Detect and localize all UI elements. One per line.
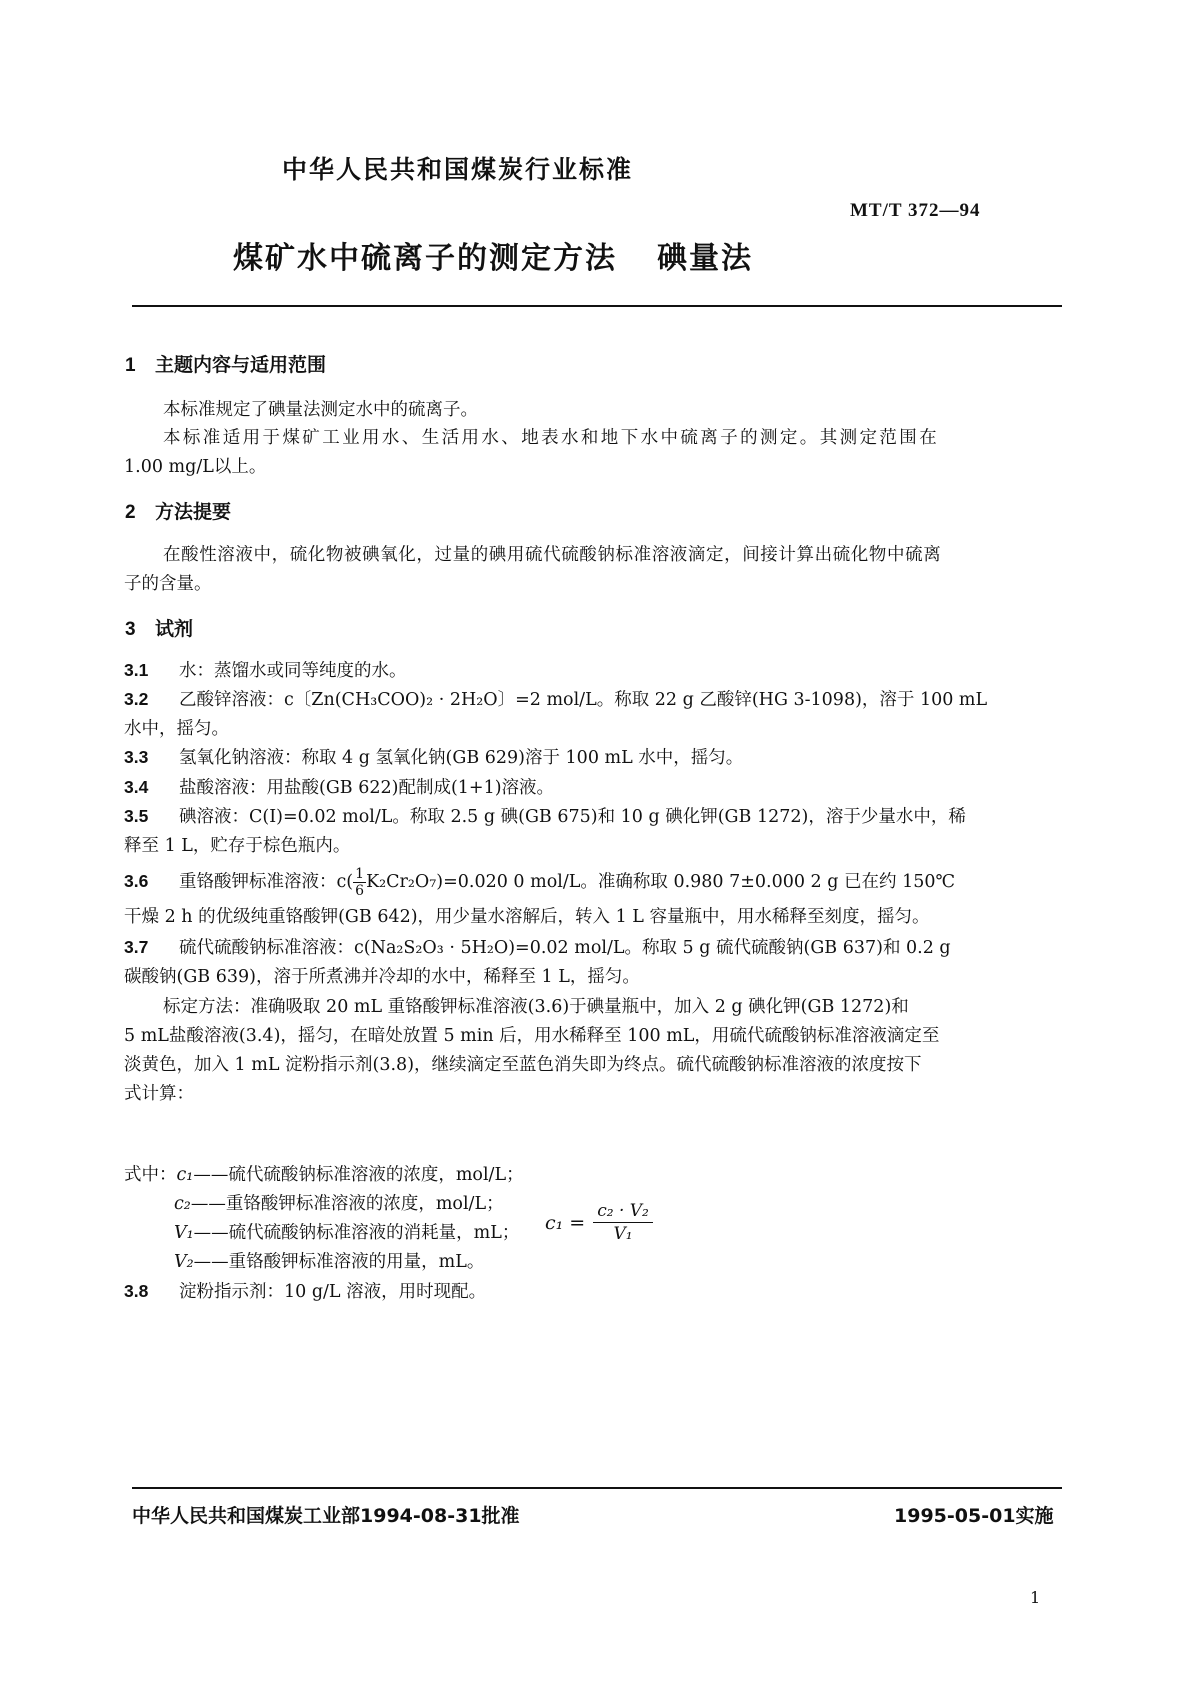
definition: ——重铬酸钾标准溶液的用量，mL。 bbox=[193, 1252, 485, 1272]
formula-fraction bbox=[593, 1200, 653, 1245]
fraction-numerator: 1 bbox=[355, 866, 365, 882]
symbol: V₁ bbox=[174, 1223, 194, 1243]
item-3-6-line-1 bbox=[124, 866, 955, 899]
where-line-3 bbox=[174, 1219, 519, 1244]
document-title bbox=[233, 233, 753, 277]
calibration-line-2: 5 mL盐酸溶液(3.4)，摇匀，在暗处放置 5 min 后，用水稀释至 100 mL，用硫代硫酸钠标准溶液滴定至 bbox=[124, 1026, 940, 1046]
item-3-4 bbox=[124, 774, 554, 799]
item-3-7-line-1 bbox=[124, 934, 951, 959]
fraction-denominator: 6 bbox=[355, 883, 365, 899]
item-3-8 bbox=[124, 1278, 486, 1303]
definition: ——重铬酸钾标准溶液的浓度，mol/L； bbox=[190, 1194, 504, 1214]
effective-date: 1995-05-01实施 bbox=[894, 1505, 1054, 1527]
item-3-5-line-1 bbox=[124, 803, 966, 828]
header-divider bbox=[132, 305, 1062, 307]
where-line-2 bbox=[174, 1190, 504, 1215]
section-2-paragraph-line-1: 在酸性溶液中，硫化物被碘氧化，过量的碘用硫代硫酸钠标准溶液滴定，间接计算出硫化物中硫离 bbox=[163, 545, 942, 565]
standard-header: 中华人民共和国煤炭行业标准 bbox=[282, 155, 634, 184]
section-title: 试剂 bbox=[155, 618, 194, 640]
item-3-6-line-2: 干燥 2 h 的优级纯重铬酸钾(GB 642)，用少量水溶解后，转入 1 L 容量瓶中，用水稀释至刻度，摇匀。 bbox=[124, 907, 930, 927]
item-number: 3.2 bbox=[124, 689, 149, 709]
definition: ——硫代硫酸钠标准溶液的浓度，mol/L； bbox=[193, 1165, 524, 1185]
item-number: 3.7 bbox=[124, 937, 149, 957]
item-3-7-line-2: 碳酸钠(GB 639)，溶于所煮沸并冷却的水中，稀释至 1 L，摇匀。 bbox=[124, 967, 640, 987]
footer-divider bbox=[132, 1487, 1062, 1489]
approval-note: 中华人民共和国煤炭工业部1994-08-31批准 bbox=[132, 1505, 520, 1527]
item-number: 3.4 bbox=[124, 777, 149, 797]
page-number: 1 bbox=[1030, 1588, 1041, 1607]
section-1-paragraph-2-line-1: 本标准适用于煤矿工业用水、生活用水、地表水和地下水中硫离子的测定。其测定范围在 bbox=[163, 428, 940, 448]
item-text: 盐酸溶液：用盐酸(GB 622)配制成(1+1)溶液。 bbox=[179, 778, 555, 798]
symbol: c₁ bbox=[176, 1165, 194, 1185]
document-title-method: 碘量法 bbox=[657, 241, 753, 276]
section-1-paragraph-1: 本标准规定了碘量法测定水中的硫离子。 bbox=[163, 400, 478, 420]
item-3-2-line-1 bbox=[124, 686, 987, 711]
section-title: 方法提要 bbox=[155, 501, 232, 523]
calibration-line-4: 式计算： bbox=[124, 1084, 194, 1104]
calibration-line-1: 标定方法：准确吸取 20 mL 重铬酸钾标准溶液(3.6)于碘量瓶中，加入 2 g 碘化钾(GB 1272)和 bbox=[163, 997, 909, 1017]
symbol: V₂ bbox=[174, 1252, 194, 1272]
item-text: 乙酸锌溶液： bbox=[179, 690, 284, 710]
section-2-paragraph-line-2: 子的含量。 bbox=[124, 574, 212, 594]
section-number: 3 bbox=[125, 619, 136, 640]
item-text: 硫代硫酸钠标准溶液：c(Na₂S₂O₃ · 5H₂O)=0.02 mol/L。称取 5 g 硫代硫酸钠(GB 637)和 0.2 g bbox=[179, 938, 951, 958]
item-text-formula: c〔Zn(CH₃COO)₂ · 2H₂O〕=2 mol/L。称取 22 g 乙酸锌(HG 3-1098)，溶于 100 mL bbox=[284, 690, 988, 710]
section-1-heading bbox=[125, 350, 326, 377]
formula-lhs: c₁ = bbox=[545, 1211, 586, 1234]
item-3-1 bbox=[124, 657, 407, 682]
formula-denominator: V₁ bbox=[613, 1224, 633, 1244]
item-3-2-line-2: 水中，摇匀。 bbox=[124, 719, 229, 739]
where-label: 式中： bbox=[124, 1165, 177, 1185]
concentration-formula bbox=[545, 1200, 653, 1245]
definition: ——硫代硫酸钠标准溶液的消耗量，mL； bbox=[193, 1223, 520, 1243]
section-number: 1 bbox=[125, 355, 136, 376]
section-3-heading bbox=[125, 614, 193, 641]
section-number: 2 bbox=[125, 502, 136, 523]
document-title-main: 煤矿水中硫离子的测定方法 bbox=[233, 241, 617, 276]
item-text: 重铬酸钾标准溶液：c( bbox=[179, 872, 354, 892]
item-3-5-line-2: 释至 1 L，贮存于棕色瓶内。 bbox=[124, 836, 351, 856]
section-1-paragraph-2-line-2: 1.00 mg/L以上。 bbox=[124, 457, 267, 477]
item-number: 3.3 bbox=[124, 747, 149, 767]
item-3-3 bbox=[124, 744, 743, 769]
section-2-heading bbox=[125, 497, 231, 524]
item-number: 3.1 bbox=[124, 660, 149, 680]
item-text: 淀粉指示剂：10 g/L 溶液，用时现配。 bbox=[179, 1282, 487, 1302]
where-line-4 bbox=[174, 1248, 484, 1273]
item-number: 3.5 bbox=[124, 806, 149, 826]
item-text: 水：蒸馏水或同等纯度的水。 bbox=[179, 661, 407, 681]
fraction-one-sixth bbox=[353, 866, 366, 899]
item-text: 碘溶液：C(I)=0.02 mol/L。称取 2.5 g 碘(GB 675)和 10 g 碘化钾(GB 1272)，溶于少量水中，稀 bbox=[179, 807, 966, 827]
symbol: c₂ bbox=[174, 1194, 191, 1214]
standard-code: MT/T 372—94 bbox=[850, 200, 981, 221]
formula-numerator: c₂ · V₂ bbox=[593, 1200, 653, 1223]
section-title: 主题内容与适用范围 bbox=[155, 354, 327, 376]
item-text: K₂Cr₂O₇)=0.020 0 mol/L。准确称取 0.980 7±0.000 2 g 已在约 150℃ bbox=[366, 872, 956, 892]
where-line-1 bbox=[124, 1161, 524, 1186]
item-text: 氢氧化钠溶液：称取 4 g 氢氧化钠(GB 629)溶于 100 mL 水中，摇匀。 bbox=[179, 748, 744, 768]
item-number: 3.8 bbox=[124, 1281, 149, 1301]
calibration-line-3: 淡黄色，加入 1 mL 淀粉指示剂(3.8)，继续滴定至蓝色消失即为终点。硫代硫酸钠标准溶液的浓度按下 bbox=[124, 1055, 922, 1075]
item-number: 3.6 bbox=[124, 871, 149, 891]
